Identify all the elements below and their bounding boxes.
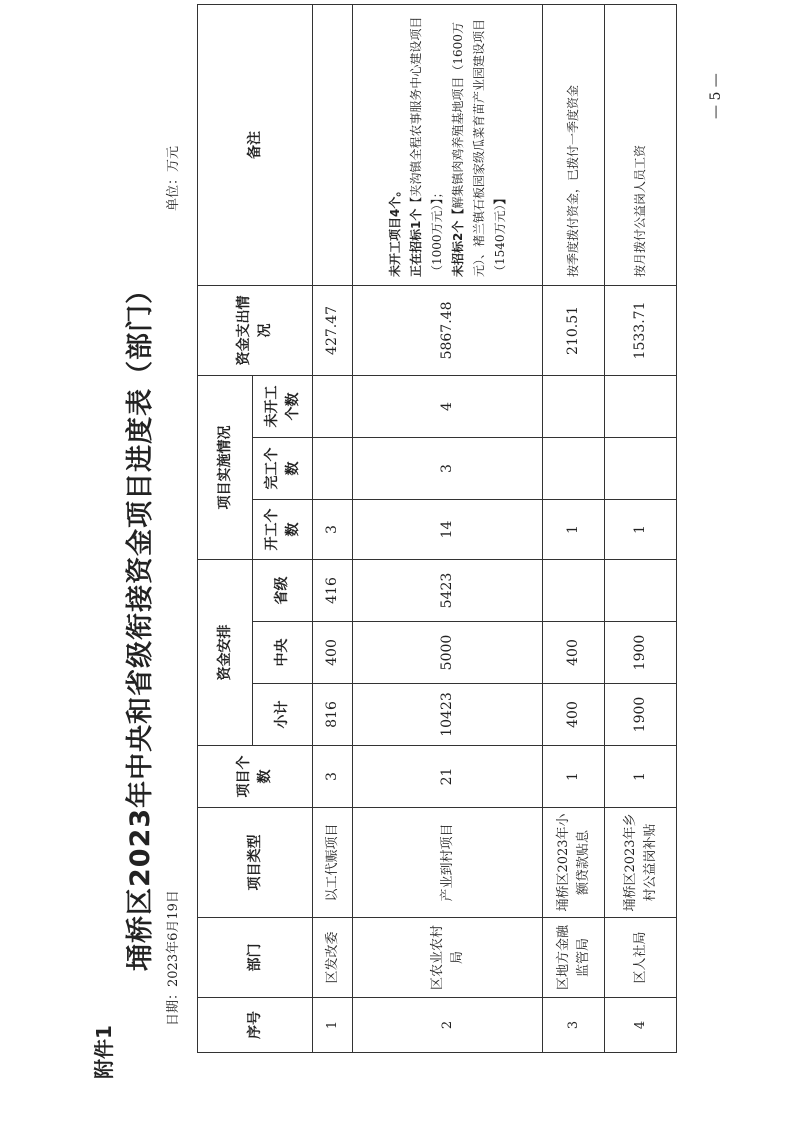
header-not-started: 未开工个数 xyxy=(253,375,313,437)
cell-project-type: 产业到村项目 xyxy=(353,808,543,918)
cell-seq: 3 xyxy=(543,998,605,1053)
cell-expenditure: 5867.48 xyxy=(353,285,543,375)
cell-seq: 4 xyxy=(605,998,677,1053)
date-text: 日期：2023年6月19日 xyxy=(166,890,181,1026)
cell-started: 3 xyxy=(313,499,353,559)
cell-started: 1 xyxy=(605,499,677,559)
cell-central: 400 xyxy=(313,622,353,684)
header-seq: 序号 xyxy=(198,998,313,1053)
cell-not-started xyxy=(313,375,353,437)
cell-expenditure: 1533.71 xyxy=(605,285,677,375)
cell-provincial xyxy=(543,559,605,621)
header-project-count: 项目个数 xyxy=(198,746,313,808)
cell-central: 5000 xyxy=(353,622,543,684)
cell-subtotal: 400 xyxy=(543,684,605,746)
header-central: 中央 xyxy=(253,622,313,684)
cell-seq: 2 xyxy=(353,998,543,1053)
cell-project-type: 埇桥区2023年小额贷款贴息 xyxy=(543,808,605,918)
remark-bidding-detail: 【夹沟镇全程农事服务中心建设项目（1000万元）】； xyxy=(408,16,444,277)
remark-unbid-label: 未招标2个 xyxy=(450,220,465,277)
cell-completed xyxy=(543,437,605,499)
cell-remarks: 按月拨付公益岗人员工资 xyxy=(605,4,677,285)
cell-project-count: 21 xyxy=(353,746,543,808)
remark-bidding-label: 正在招标1个 xyxy=(408,208,423,277)
cell-project-type: 埇桥区2023年乡村公益岗补贴 xyxy=(605,808,677,918)
cell-subtotal: 10423 xyxy=(353,684,543,746)
cell-started: 1 xyxy=(543,499,605,559)
table-row xyxy=(543,4,605,1052)
remark-summary: 未开工项目4个。 xyxy=(387,184,402,277)
cell-expenditure: 210.51 xyxy=(543,285,605,375)
unit-text: 单位：万元 xyxy=(166,145,181,211)
cell-project-count: 1 xyxy=(543,746,605,808)
cell-not-started xyxy=(543,375,605,437)
cell-remarks: 按季度拨付资金，已拨付一季度资金 xyxy=(543,4,605,285)
cell-central: 400 xyxy=(543,622,605,684)
header-remarks: 备注 xyxy=(198,4,313,285)
remark-bracket-close: 】 xyxy=(492,192,507,205)
cell-seq: 1 xyxy=(313,998,353,1053)
header-project-type: 项目类型 xyxy=(198,808,313,918)
cell-started: 14 xyxy=(353,499,543,559)
cell-department: 区人社局 xyxy=(605,918,677,998)
header-implementation-group: 项目实施情况 xyxy=(198,375,253,559)
cell-completed xyxy=(313,437,353,499)
cell-remarks xyxy=(353,4,543,285)
cell-provincial xyxy=(605,559,677,621)
cell-project-type: 以工代赈项目 xyxy=(313,808,353,918)
table-row xyxy=(353,4,543,1052)
cell-not-started: 4 xyxy=(353,375,543,437)
table-row xyxy=(605,4,677,1052)
cell-department: 区发改委 xyxy=(313,918,353,998)
cell-department: 区农业农村局 xyxy=(353,918,543,998)
header-department: 部门 xyxy=(198,918,313,998)
remark-unbid-detail: 解集镇肉鸡养殖基地项目（1600万元）、褚兰镇石板园家级瓜菜育苗产业园建设项目（1540万元） xyxy=(450,18,507,277)
table-row xyxy=(313,4,353,1052)
cell-not-started xyxy=(605,375,677,437)
cell-subtotal: 816 xyxy=(313,684,353,746)
cell-subtotal: 1900 xyxy=(605,684,677,746)
page-number: — 5 — xyxy=(708,73,724,119)
cell-provincial: 5423 xyxy=(353,559,543,621)
cell-provincial: 416 xyxy=(313,559,353,621)
header-started: 开工个数 xyxy=(253,499,313,559)
cell-department: 区地方金融监管局 xyxy=(543,918,605,998)
remark-bracket-open: 【 xyxy=(450,208,465,221)
header-funding-group: 资金安排 xyxy=(198,559,253,745)
cell-completed xyxy=(605,437,677,499)
header-provincial: 省级 xyxy=(253,559,313,621)
header-subtotal: 小计 xyxy=(253,684,313,746)
progress-table xyxy=(197,4,677,1053)
attachment-label: 附件1 xyxy=(92,1025,116,1079)
header-expenditure: 资金支出情况 xyxy=(198,285,313,375)
cell-central: 1900 xyxy=(605,622,677,684)
cell-project-count: 3 xyxy=(313,746,353,808)
cell-expenditure: 427.47 xyxy=(313,285,353,375)
cell-remarks xyxy=(313,4,353,285)
page-title: 埇桥区2023年中央和省级衔接资金项目进度表（部门） xyxy=(125,275,156,971)
cell-completed: 3 xyxy=(353,437,543,499)
cell-project-count: 1 xyxy=(605,746,677,808)
header-completed: 完工个数 xyxy=(253,437,313,499)
